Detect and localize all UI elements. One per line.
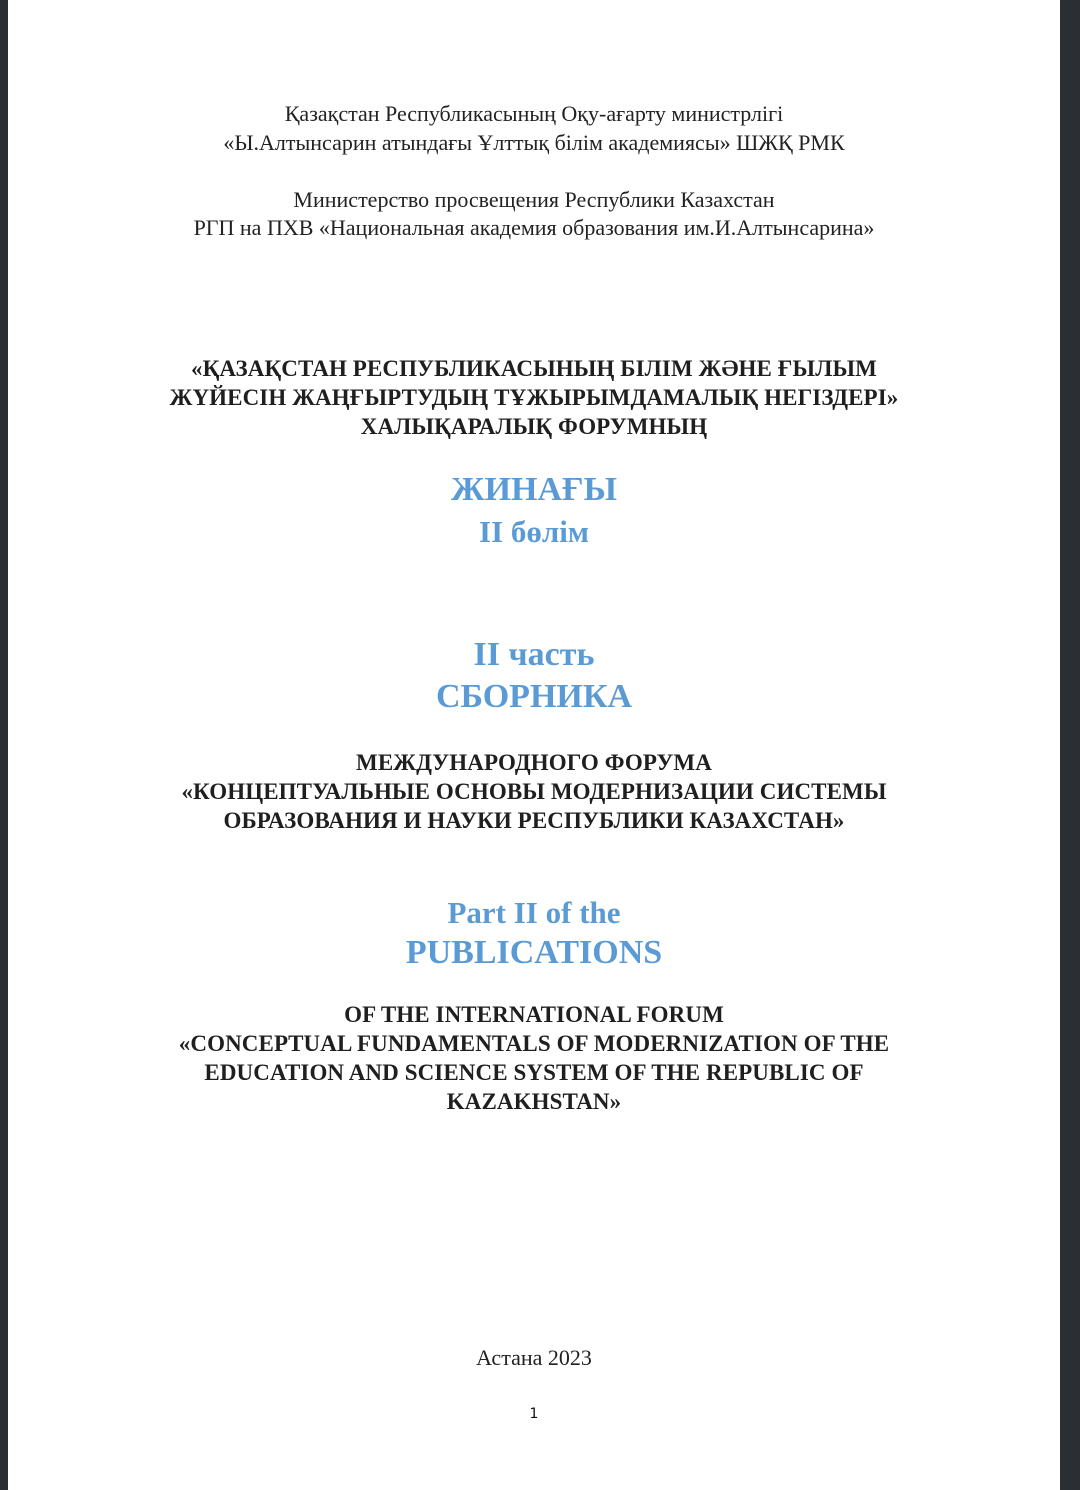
ru-collection-title: СБОРНИКА	[435, 678, 633, 715]
kz-forum-title-line-1: «ҚАЗАҚСТАН РЕСПУБЛИКАСЫНЫҢ БІЛІМ ЖӘНЕ ҒЫЛЫМ	[191, 356, 877, 381]
kz-collection-title: ЖИНАҒЫ	[450, 471, 618, 508]
page-number: 1	[529, 1406, 539, 1422]
place-and-year: Астана 2023	[476, 1345, 592, 1370]
kz-forum-title-line-3: ХАЛЫҚАРАЛЫҚ ФОРУМНЫҢ	[360, 414, 708, 439]
ru-forum-title-line-1: МЕЖДУНАРОДНОГО ФОРУМА	[356, 750, 712, 775]
ru-academy-line: РГП на ПХВ «Национальная академия образования им.И.Алтынсарина»	[193, 215, 875, 240]
kz-part-label: II бөлім	[479, 514, 589, 549]
document-page	[8, 0, 1060, 1490]
ru-part-label: II часть	[473, 636, 595, 673]
en-forum-title-line-3: EDUCATION AND SCIENCE SYSTEM OF THE REPUBLIC OF	[204, 1060, 864, 1085]
kz-academy-line: «Ы.Алтынсарин атындағы Ұлттық білім академиясы» ШЖҚ РМК	[223, 130, 845, 155]
en-forum-title-line-4: KAZAKHSTAN»	[446, 1089, 622, 1114]
en-forum-title-line-1: OF THE INTERNATIONAL FORUM	[344, 1002, 724, 1027]
kz-ministry-line: Қазақстан Республикасының Оқу-ағарту министрлігі	[284, 101, 784, 126]
ru-forum-title-line-3: ОБРАЗОВАНИЯ И НАУКИ РЕСПУБЛИКИ КАЗАХСТАН»	[223, 808, 845, 833]
en-part-label: Part II of the	[447, 895, 621, 930]
kz-forum-title-line-2: ЖҮЙЕСІН ЖАҢҒЫРТУДЫҢ ТҰЖЫРЫМДАМАЛЫҚ НЕГІЗДЕРІ»	[169, 385, 899, 410]
en-forum-title-line-2: «CONCEPTUAL FUNDAMENTALS OF MODERNIZATION OF THE	[178, 1031, 890, 1056]
en-publications-title: PUBLICATIONS	[405, 934, 663, 971]
ru-ministry-line: Министерство просвещения Республики Казахстан	[293, 187, 775, 212]
ru-forum-title-line-2: «КОНЦЕПТУАЛЬНЫЕ ОСНОВЫ МОДЕРНИЗАЦИИ СИСТЕМЫ	[181, 779, 887, 804]
viewer-right-edge	[1060, 0, 1080, 1490]
